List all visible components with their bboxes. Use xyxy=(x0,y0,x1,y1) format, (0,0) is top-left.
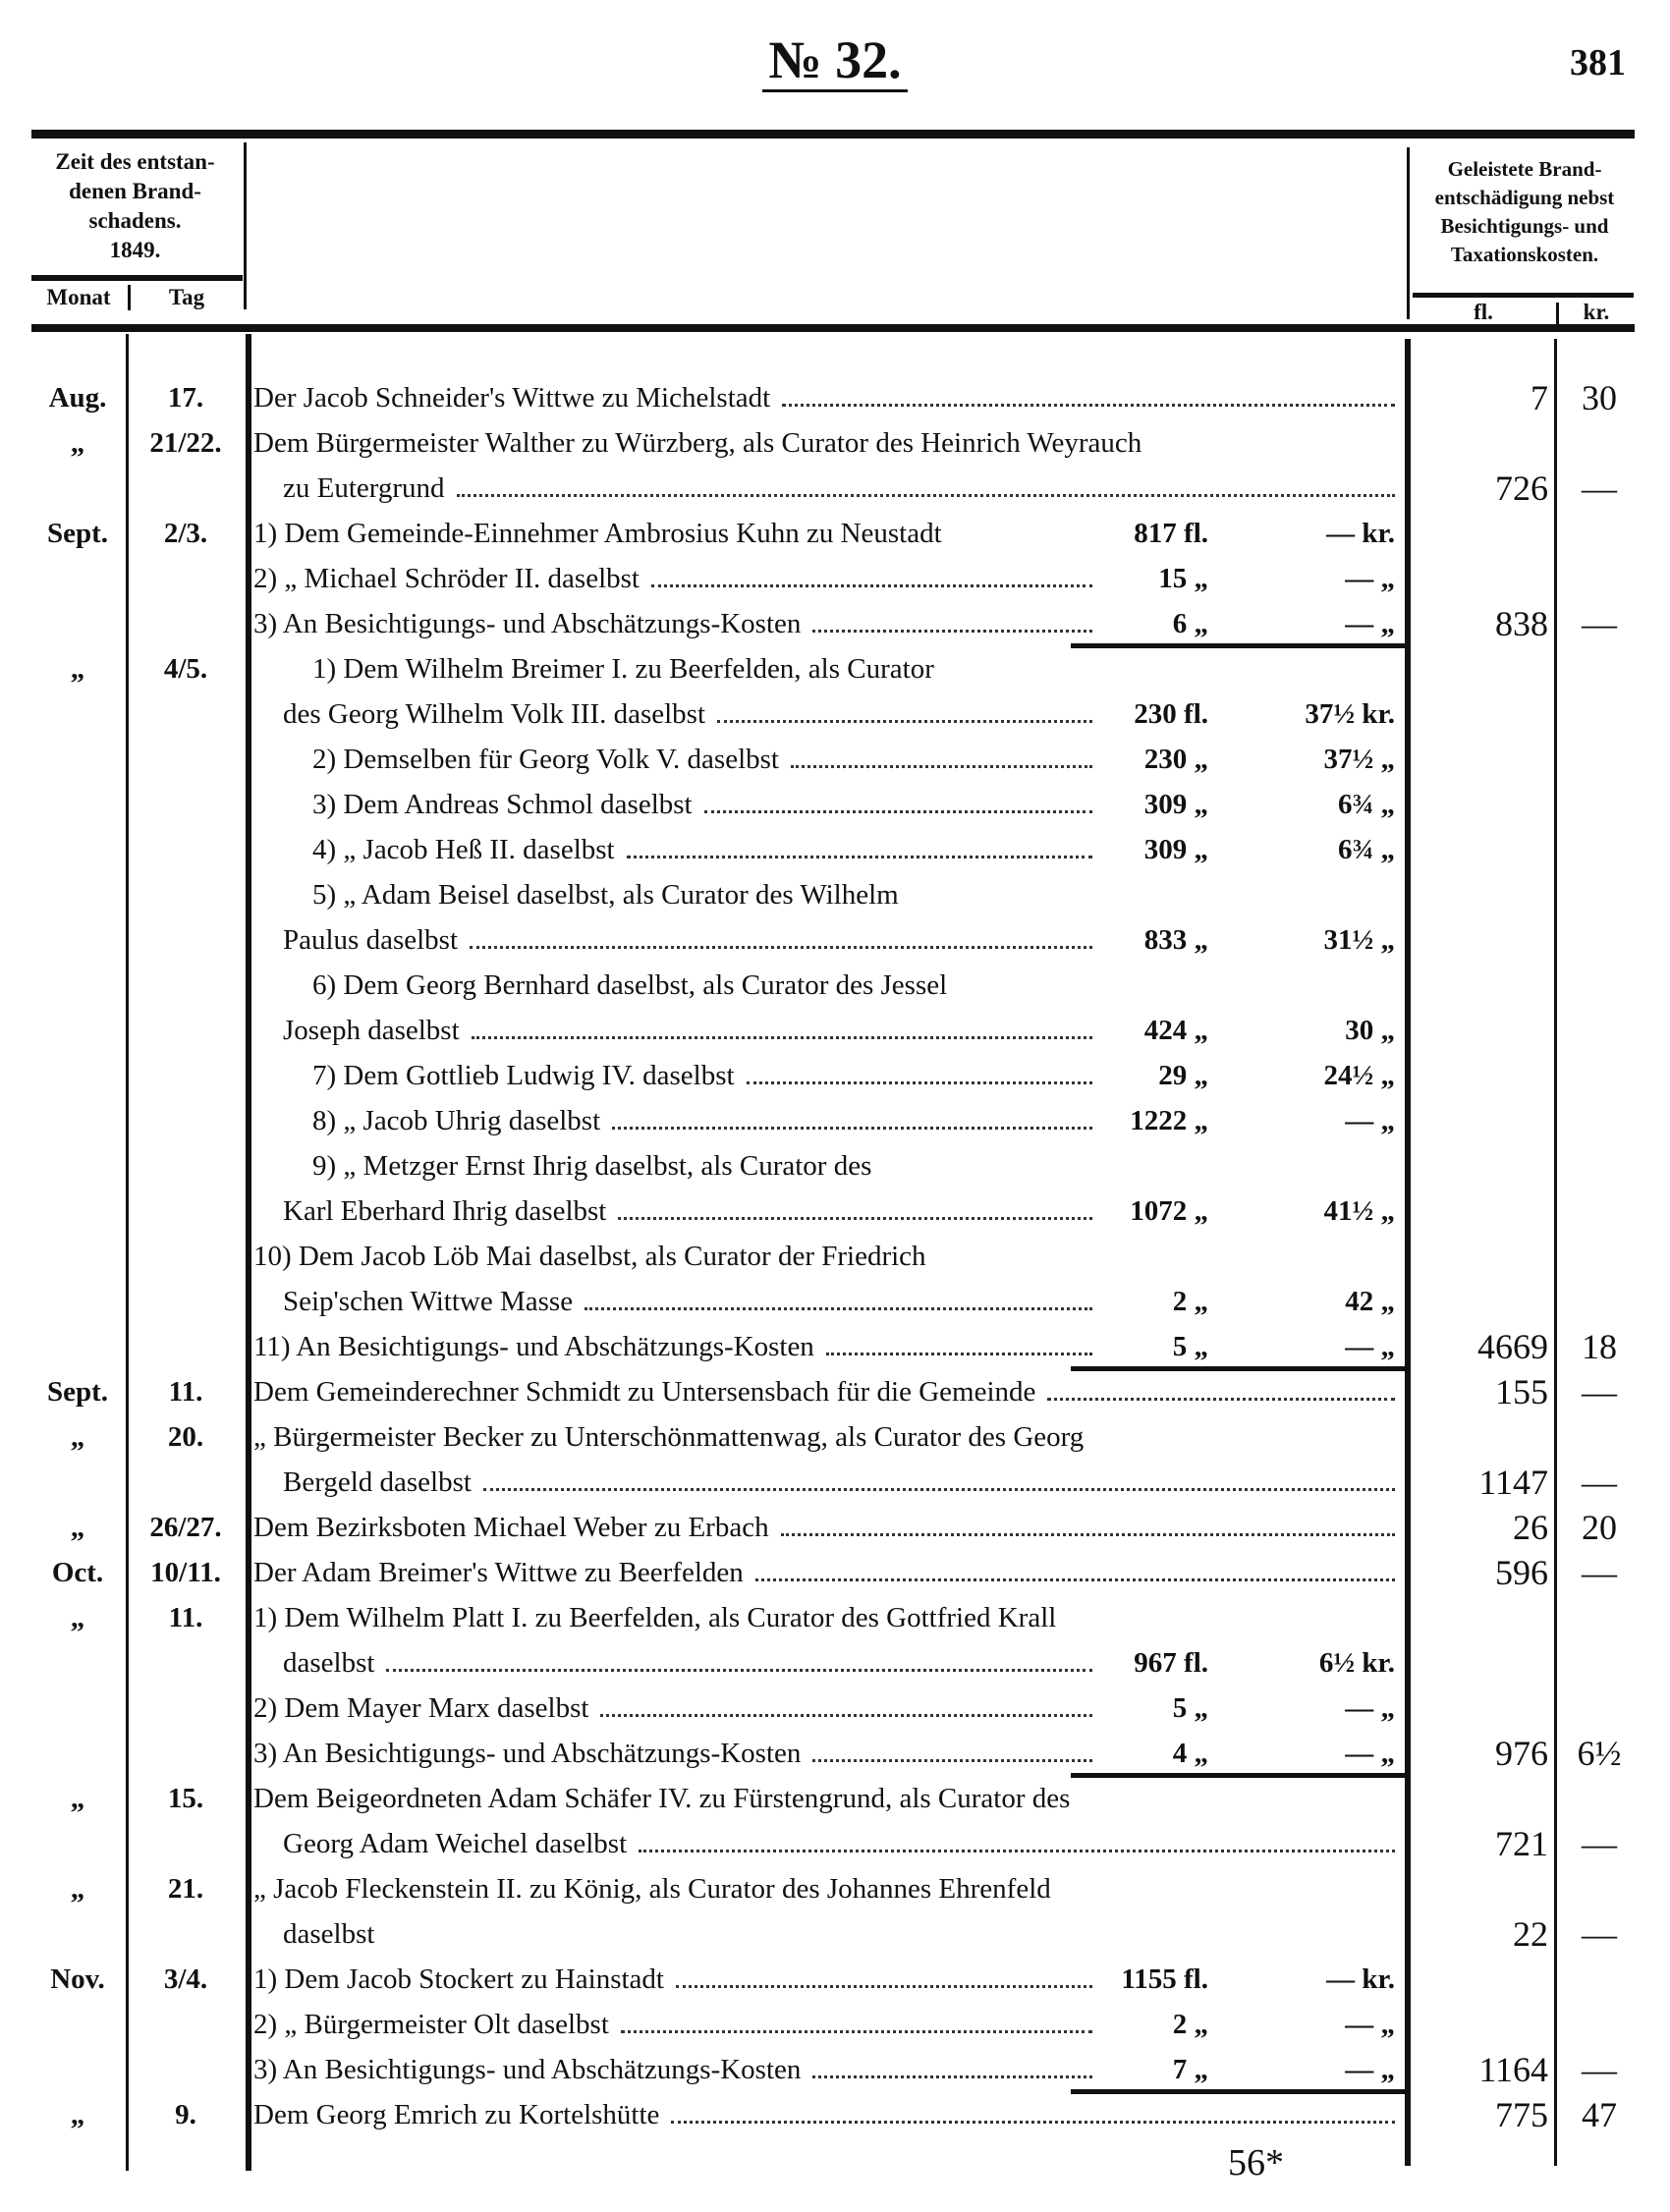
description-text: 8) „ Jacob Uhrig daselbst xyxy=(312,1105,601,1136)
description-text: 1) Dem Gemeinde-Einnehmer Ambrosius Kuhn zu Neustadt xyxy=(253,518,942,549)
fl-label: fl. xyxy=(1474,300,1493,324)
description-cell xyxy=(253,1686,1100,1731)
description-cell xyxy=(312,963,1403,1008)
table-row xyxy=(29,1640,1641,1686)
description-cell xyxy=(253,1866,1403,1911)
description-text: 5) „ Adam Beisel daselbst, als Curator des Wilhelm xyxy=(312,879,899,911)
total-amount-fl: 976 xyxy=(1495,1734,1548,1773)
kr-label: kr. xyxy=(1583,300,1610,324)
description-cell xyxy=(283,1821,1403,1866)
day-cell: 26/27. xyxy=(149,1512,222,1543)
item-amount-fl: 1155 fl. xyxy=(1121,1963,1208,1995)
month-cell: Aug. xyxy=(48,382,107,414)
table-row xyxy=(29,2092,1641,2137)
item-amount-fl: 833 „ xyxy=(1143,924,1208,956)
description-text: Paulus daselbst xyxy=(283,924,459,956)
table-row xyxy=(29,782,1641,827)
total-amount-kr: — xyxy=(1582,1914,1617,1954)
day-cell: 17. xyxy=(167,382,204,414)
description-cell xyxy=(253,2092,1403,2137)
day-label: Tag xyxy=(168,285,205,309)
table-row xyxy=(29,375,1641,420)
description-text: 2) „ Bürgermeister Olt daselbst xyxy=(253,2009,609,2040)
item-amount-fl: 967 fl. xyxy=(1134,1647,1208,1679)
description-cell xyxy=(253,601,1100,646)
item-amount-kr: 37½ kr. xyxy=(1305,698,1395,730)
description-cell xyxy=(312,872,1403,917)
total-amount-fl: 7 xyxy=(1531,378,1548,417)
total-amount-fl: 1164 xyxy=(1478,2050,1548,2089)
total-amount-kr: — xyxy=(1582,469,1617,508)
month-cell: Sept. xyxy=(46,518,109,549)
table-row xyxy=(29,691,1641,737)
table-row xyxy=(29,1324,1641,1369)
item-amount-fl: 2 „ xyxy=(1172,1286,1208,1317)
table-row xyxy=(29,511,1641,556)
table-row xyxy=(29,1369,1641,1414)
table-row xyxy=(29,737,1641,782)
item-amount-fl: 817 fl. xyxy=(1134,518,1208,549)
table-row xyxy=(29,1098,1641,1143)
item-amount-fl: 230 „ xyxy=(1143,744,1208,775)
table-row xyxy=(29,1957,1641,2002)
item-amount-fl: 4 „ xyxy=(1172,1738,1208,1769)
description-text: Dem Beigeordneten Adam Schäfer IV. zu Fürstengrund, als Curator des xyxy=(253,1783,1071,1814)
description-text: Dem Bezirksboten Michael Weber zu Erbach xyxy=(253,1512,769,1543)
day-cell: 9. xyxy=(175,2099,196,2130)
table-row xyxy=(29,2047,1641,2092)
item-amount-kr: — „ xyxy=(1345,608,1395,639)
item-amount-kr: — kr. xyxy=(1326,1963,1395,1995)
item-amount-kr: — „ xyxy=(1345,1692,1395,1724)
day-cell: 11. xyxy=(168,1602,203,1633)
total-amount-fl: 775 xyxy=(1495,2095,1548,2134)
month-cell: „ xyxy=(70,1873,85,1905)
total-amount-fl: 4669 xyxy=(1477,1327,1548,1366)
description-text: 3) An Besichtigungs- und Abschätzungs-Kosten xyxy=(253,1738,802,1769)
total-amount-fl: 721 xyxy=(1495,1824,1548,1863)
table-row xyxy=(29,1008,1641,1053)
description-text: 3) An Besichtigungs- und Abschätzungs-Kosten xyxy=(253,608,802,639)
item-amount-kr: — kr. xyxy=(1326,518,1395,549)
total-amount-fl: 726 xyxy=(1495,469,1548,508)
total-amount-kr: — xyxy=(1582,1463,1617,1502)
item-amount-kr: — „ xyxy=(1345,1738,1395,1769)
description-cell xyxy=(253,2047,1100,2092)
divider xyxy=(1407,147,1410,319)
description-cell xyxy=(283,1640,1100,1686)
description-cell xyxy=(253,375,1403,420)
month-cell: Nov. xyxy=(50,1963,105,1995)
table-row xyxy=(29,420,1641,466)
description-cell xyxy=(283,917,1100,963)
item-amount-kr: 6¾ „ xyxy=(1338,789,1395,820)
day-cell: 2/3. xyxy=(163,518,208,549)
description-text: 11) An Besichtigungs- und Abschätzungs-Kosten xyxy=(253,1331,814,1362)
table-row xyxy=(29,1731,1641,1776)
description-text: Der Adam Breimer's Wittwe zu Beerfelden xyxy=(253,1557,744,1588)
description-text: Der Jacob Schneider's Wittwe zu Michelstadt xyxy=(253,382,771,414)
signature-mark: 56* xyxy=(1228,2142,1284,2184)
item-amount-fl: 1072 „ xyxy=(1130,1195,1208,1227)
description-cell xyxy=(283,1911,1403,1957)
description-text: „ Jacob Fleckenstein II. zu König, als Curator des Johannes Ehrenfeld xyxy=(253,1873,1051,1905)
item-amount-kr: 31½ „ xyxy=(1323,924,1395,956)
table-row xyxy=(29,1911,1641,1957)
total-amount-kr: — xyxy=(1582,2050,1617,2089)
item-amount-kr: — „ xyxy=(1345,1105,1395,1136)
divider xyxy=(128,285,131,310)
page-number: 381 xyxy=(1570,42,1626,83)
description-cell xyxy=(312,646,1403,691)
description-cell xyxy=(283,691,1100,737)
top-rule xyxy=(31,130,1635,138)
description-cell xyxy=(253,1731,1100,1776)
total-amount-kr: — xyxy=(1582,1824,1617,1863)
description-text: Georg Adam Weichel daselbst xyxy=(283,1828,628,1859)
description-cell xyxy=(253,1234,1403,1279)
day-cell: 21. xyxy=(167,1873,204,1905)
total-amount-fl: 155 xyxy=(1495,1372,1548,1411)
item-amount-fl: 15 „ xyxy=(1158,563,1208,594)
total-amount-kr: 6½ xyxy=(1577,1734,1622,1773)
description-cell xyxy=(253,1957,1100,2002)
item-amount-fl: 309 „ xyxy=(1143,789,1208,820)
total-amount-fl: 22 xyxy=(1513,1914,1548,1954)
item-amount-kr: 6¾ „ xyxy=(1338,834,1395,865)
day-cell: 3/4. xyxy=(163,1963,208,1995)
total-amount-kr: — xyxy=(1582,1372,1617,1411)
description-text: daselbst xyxy=(283,1918,375,1950)
item-amount-fl: 309 „ xyxy=(1143,834,1208,865)
description-text: 3) An Besichtigungs- und Abschätzungs-Kosten xyxy=(253,2054,802,2085)
table-row xyxy=(29,1505,1641,1550)
description-cell xyxy=(253,420,1403,466)
description-cell xyxy=(312,1098,1100,1143)
description-text: 2) „ Michael Schröder II. daselbst xyxy=(253,563,640,594)
item-amount-fl: 7 „ xyxy=(1172,2054,1208,2085)
table-row xyxy=(29,556,1641,601)
description-text: daselbst xyxy=(283,1647,375,1679)
description-cell xyxy=(253,1550,1403,1595)
description-cell xyxy=(312,827,1100,872)
dot-leader xyxy=(781,1505,1395,1536)
table-row xyxy=(29,1414,1641,1460)
table-row xyxy=(29,2002,1641,2047)
description-cell xyxy=(253,1414,1403,1460)
description-text: „ Bürgermeister Becker zu Unterschönmattenwag, als Curator des Georg xyxy=(253,1421,1085,1453)
description-text: Seip'schen Wittwe Masse xyxy=(283,1286,574,1317)
divider xyxy=(1556,303,1559,324)
item-amount-fl: 5 „ xyxy=(1172,1692,1208,1724)
month-cell: „ xyxy=(70,653,85,685)
table-row xyxy=(29,963,1641,1008)
divider xyxy=(244,142,247,309)
description-cell xyxy=(283,1460,1403,1505)
item-amount-kr: — „ xyxy=(1345,2054,1395,2085)
description-cell xyxy=(283,466,1403,511)
description-text: 3) Dem Andreas Schmol daselbst xyxy=(312,789,693,820)
table-row xyxy=(29,1053,1641,1098)
item-amount-kr: 6½ kr. xyxy=(1318,1647,1395,1679)
table-row xyxy=(29,917,1641,963)
table-row xyxy=(29,1776,1641,1821)
total-amount-kr: 20 xyxy=(1582,1508,1617,1547)
description-text: Dem Gemeinderechner Schmidt zu Untersensbach für die Gemeinde xyxy=(253,1376,1036,1408)
item-amount-fl: 5 „ xyxy=(1172,1331,1208,1362)
description-cell xyxy=(312,782,1100,827)
item-amount-fl: 230 fl. xyxy=(1134,698,1208,730)
description-text: 10) Dem Jacob Löb Mai daselbst, als Curator der Friedrich xyxy=(253,1241,926,1272)
description-text: 1) Dem Jacob Stockert zu Hainstadt xyxy=(253,1963,664,1995)
description-text: Bergeld daselbst xyxy=(283,1466,472,1498)
description-cell xyxy=(283,1189,1100,1234)
description-text: Karl Eberhard Ihrig daselbst xyxy=(283,1195,607,1227)
total-amount-kr: — xyxy=(1582,604,1617,643)
header-rule xyxy=(31,275,243,281)
table-row xyxy=(29,1866,1641,1911)
table-row xyxy=(29,827,1641,872)
description-cell xyxy=(283,1279,1100,1324)
description-text: Dem Bürgermeister Walther zu Würzberg, als Curator des Heinrich Weyrauch xyxy=(253,427,1142,459)
item-amount-kr: — „ xyxy=(1345,1331,1395,1362)
description-cell xyxy=(253,1369,1403,1414)
description-text: des Georg Wilhelm Volk III. daselbst xyxy=(283,698,706,730)
total-amount-fl: 1147 xyxy=(1478,1463,1548,1502)
day-cell: 4/5. xyxy=(163,653,208,685)
description-text: 7) Dem Gottlieb Ludwig IV. daselbst xyxy=(312,1060,735,1091)
month-cell: „ xyxy=(70,427,85,459)
item-amount-kr: 42 „ xyxy=(1345,1286,1395,1317)
table-row xyxy=(29,1686,1641,1731)
description-text: 4) „ Jacob Heß II. daselbst xyxy=(312,834,615,865)
description-text: Dem Georg Emrich zu Kortelshütte xyxy=(253,2099,660,2130)
day-cell: 20. xyxy=(167,1421,204,1453)
table-row xyxy=(29,466,1641,511)
description-text: 9) „ Metzger Ernst Ihrig daselbst, als Curator des xyxy=(312,1150,872,1182)
item-amount-kr: 24½ „ xyxy=(1323,1060,1395,1091)
month-cell: „ xyxy=(70,1421,85,1453)
day-cell: 15. xyxy=(167,1783,204,1814)
description-text: 2) Demselben für Georg Volk V. daselbst xyxy=(312,744,779,775)
dot-leader xyxy=(470,917,1092,949)
description-text: 1) Dem Wilhelm Breimer I. zu Beerfelden, als Curator xyxy=(312,653,934,685)
description-cell xyxy=(253,511,1100,556)
table-row xyxy=(29,1595,1641,1640)
month-cell: „ xyxy=(70,1602,85,1633)
total-amount-fl: 838 xyxy=(1495,604,1548,643)
month-cell: „ xyxy=(70,1783,85,1814)
document-number: № 32. xyxy=(0,29,1670,90)
description-text: Joseph daselbst xyxy=(283,1015,460,1046)
item-amount-kr: 41½ „ xyxy=(1323,1195,1395,1227)
month-cell: „ xyxy=(70,2099,85,2130)
dot-leader xyxy=(671,2092,1395,2124)
item-amount-kr: — „ xyxy=(1345,2009,1395,2040)
dot-leader xyxy=(755,1550,1395,1581)
description-cell xyxy=(253,1505,1403,1550)
dot-leader xyxy=(472,1008,1092,1039)
description-text: 1) Dem Wilhelm Platt I. zu Beerfelden, als Curator des Gottfried Krall xyxy=(253,1602,1057,1633)
total-amount-kr: — xyxy=(1582,1553,1617,1592)
description-text: 6) Dem Georg Bernhard daselbst, als Curator des Jessel xyxy=(312,969,948,1001)
month-cell: Oct. xyxy=(51,1557,104,1588)
total-amount-fl: 596 xyxy=(1495,1553,1548,1592)
table-row xyxy=(29,1821,1641,1866)
description-text: 2) Dem Mayer Marx daselbst xyxy=(253,1692,589,1724)
table-row xyxy=(29,1550,1641,1595)
item-amount-fl: 29 „ xyxy=(1158,1060,1208,1091)
table-row xyxy=(29,1143,1641,1189)
month-cell: Sept. xyxy=(46,1376,109,1408)
description-cell xyxy=(312,737,1100,782)
description-cell xyxy=(253,1595,1403,1640)
item-amount-fl: 424 „ xyxy=(1143,1015,1208,1046)
day-cell: 21/22. xyxy=(149,427,222,459)
description-cell xyxy=(283,1008,1100,1053)
month-cell: „ xyxy=(70,1512,85,1543)
table-row xyxy=(29,1460,1641,1505)
day-cell: 11. xyxy=(168,1376,203,1408)
header-compensation-column: Geleistete Brand- entschädigung nebst Besichtigungs- und Taxationskosten. xyxy=(1434,157,1615,266)
item-amount-kr: 30 „ xyxy=(1345,1015,1395,1046)
item-amount-fl: 6 „ xyxy=(1172,608,1208,639)
compensation-table xyxy=(29,375,1641,2137)
table-row xyxy=(29,601,1641,646)
table-row xyxy=(29,1189,1641,1234)
total-amount-kr: 18 xyxy=(1582,1327,1617,1366)
item-amount-kr: 37½ „ xyxy=(1323,744,1395,775)
description-cell xyxy=(253,1776,1403,1821)
table-row xyxy=(29,1279,1641,1324)
description-text: zu Eutergrund xyxy=(283,472,445,504)
item-amount-fl: 2 „ xyxy=(1172,2009,1208,2040)
total-amount-kr: 30 xyxy=(1582,378,1617,417)
dot-leader xyxy=(1047,1369,1395,1401)
description-cell xyxy=(253,556,1100,601)
table-row xyxy=(29,646,1641,691)
total-amount-fl: 26 xyxy=(1513,1508,1548,1547)
table-row xyxy=(29,1234,1641,1279)
description-cell xyxy=(253,2002,1100,2047)
dot-leader xyxy=(457,466,1395,497)
item-amount-fl: 1222 „ xyxy=(1130,1105,1208,1136)
description-cell xyxy=(312,1053,1100,1098)
item-amount-kr: — „ xyxy=(1345,563,1395,594)
day-cell: 10/11. xyxy=(150,1557,221,1588)
table-row xyxy=(29,872,1641,917)
header-time-column: Zeit des entstan- denen Brand- schadens. 1849. xyxy=(55,149,215,262)
description-cell xyxy=(312,1143,1403,1189)
header-bottom-rule xyxy=(31,324,1635,332)
total-amount-kr: 47 xyxy=(1582,2095,1617,2134)
dot-leader xyxy=(483,1460,1395,1491)
dot-leader xyxy=(386,1640,1092,1672)
dot-leader xyxy=(782,375,1395,407)
month-label: Monat xyxy=(46,285,111,309)
description-cell xyxy=(253,1324,1100,1369)
dot-leader xyxy=(639,1821,1395,1853)
